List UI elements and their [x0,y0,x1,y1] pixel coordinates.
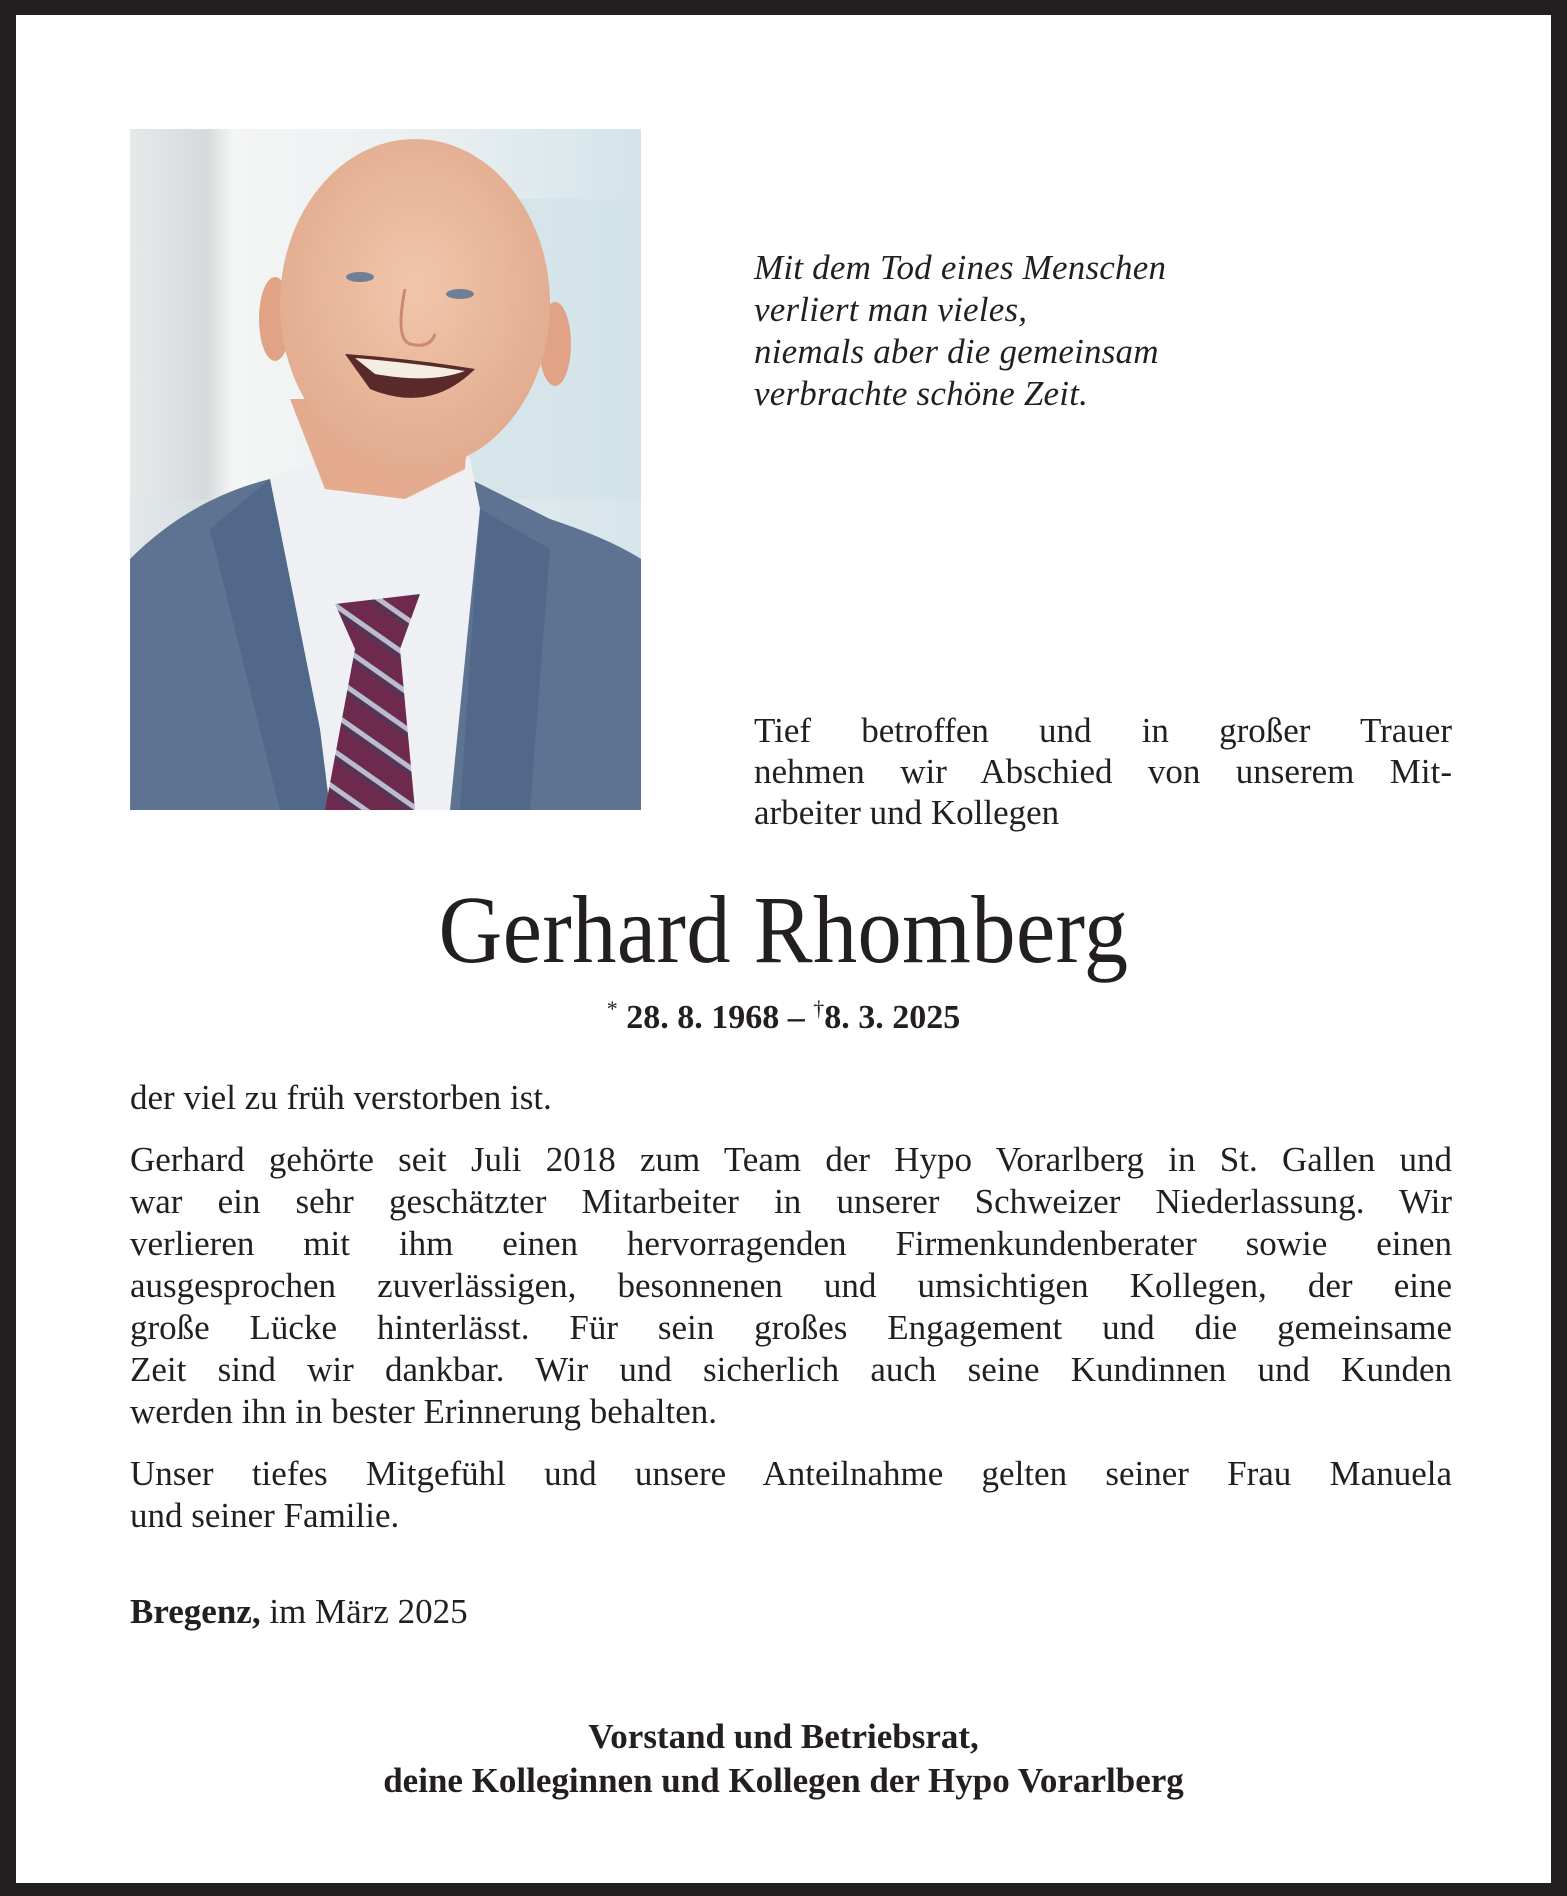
date: im März 2025 [269,1592,468,1631]
signature-line: Vorstand und Betriebsrat, [588,1717,979,1756]
body-line: große Lücke hinterlässt. Für sein großes Engagement und die gemeinsame [130,1308,1452,1347]
birth-symbol: * [606,996,618,1021]
head [280,139,550,469]
quote-line: verliert man vieles, [754,290,1028,329]
opening-line: der viel zu früh verstorben ist. [130,1078,552,1117]
body-line: Zeit sind wir dankbar. Wir und sicherlich auch seine Kundinnen und Kunden [130,1350,1452,1389]
intro-line: arbeiter und Kollegen [754,793,1060,832]
signature [16,1715,1551,1803]
intro-line: Tief betroffen und in großer Trauer [754,711,1452,750]
body-line: Unser tiefes Mitgefühl und unsere Anteilnahme gelten seiner Frau Manuela [130,1454,1452,1493]
signature-line: deine Kolleginnen und Kollegen der Hypo Vorarlberg [383,1761,1184,1800]
deceased-name: Gerhard Rhomberg [438,876,1129,983]
intro-text [754,710,1452,833]
place: Bregenz, [130,1592,261,1631]
quote-line: Mit dem Tod eines Menschen [754,248,1167,287]
death-symbol: † [813,996,825,1021]
body-line: und seiner Familie. [130,1496,400,1535]
life-dates [16,987,1551,1040]
date-separator: – [787,999,805,1036]
paragraph-2 [130,1453,1452,1537]
obituary-body [130,1077,1452,1537]
portrait-photo [130,129,641,810]
quote-line: niemals aber die gemeinsam [754,332,1159,371]
portrait-illustration [130,129,641,810]
intro-line: nehmen wir Abschied von unserem Mit- [754,752,1452,791]
birth-date: 28. 8. 1968 [626,999,780,1036]
body-line: verlieren mit ihm einen hervorragenden Firmenkundenberater sowie einen [130,1224,1452,1263]
place-and-date [130,1591,468,1633]
obituary-notice [16,15,1551,1883]
quote-line: verbrachte schöne Zeit. [754,374,1089,413]
death-date: 8. 3. 2025 [824,999,961,1036]
memorial-quote [754,247,1166,415]
paragraph-1 [130,1139,1452,1433]
body-line: ausgesprochen zuverlässigen, besonnenen und umsichtigen Kollegen, der eine [130,1266,1452,1305]
body-line: war ein sehr geschätzter Mitarbeiter in unserer Schweizer Niederlassung. Wir [130,1182,1452,1221]
body-line: werden ihn in bester Erinnerung behalten. [130,1392,718,1431]
body-line: Gerhard gehörte seit Juli 2018 zum Team der Hypo Vorarlberg in St. Gallen und [130,1140,1452,1179]
